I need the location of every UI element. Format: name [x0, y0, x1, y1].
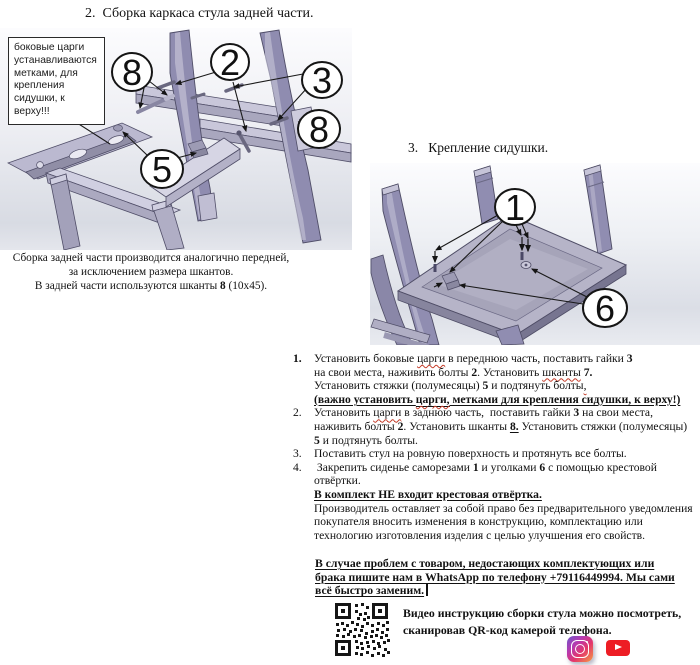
instruction-text — [314, 461, 693, 543]
page-title-step3: 3. Крепление сидушки. — [408, 140, 549, 155]
instagram-icon — [567, 636, 593, 662]
instruction-line: наживить болты 2. Установить шканты 8. Установить стяжки (полумесяцы) — [314, 419, 688, 433]
warranty-line: В случае проблем с товаром, недостающих комплектующих или — [315, 557, 655, 570]
instruction-line: (важно установить царги, метками для крепления сидушки, к верху!) — [314, 392, 681, 406]
nut-icon — [114, 125, 123, 131]
callout-number: 6 — [594, 288, 616, 329]
instruction-number: 4. — [293, 460, 302, 474]
instruction-line: Установить царги в заднюю часть, поставить гайки 3 на свои места, — [314, 406, 653, 420]
instruction-line: отвёртки. — [314, 474, 361, 488]
instruction-number: 1. — [293, 352, 302, 365]
note-box-text: боковые царги устанавливаются метками, для крепления сидушки, к верху!!! — [14, 42, 97, 117]
video-note-line: Видео инструкцию сборки стула можно посмотреть, — [403, 606, 682, 620]
instruction-item — [293, 461, 700, 543]
note-line: Сборка задней части производится аналогично передней, — [12, 252, 290, 264]
youtube-icon — [606, 640, 630, 656]
instruction-number: 3. — [293, 447, 302, 461]
instruction-line: Установить стяжки (полумесяцы) 5 и подтянуть болты, — [314, 379, 587, 393]
instruction-line: Закрепить сиденье саморезами 1 и уголками 6 с помощью крестовой — [314, 460, 657, 474]
callout-number: 8 — [308, 109, 330, 150]
instruction-text — [314, 352, 680, 406]
instruction-text — [314, 447, 627, 461]
instruction-text — [314, 406, 687, 447]
instruction-line: на свои места, наживить болты 2. Установить шканты 7. — [314, 365, 593, 379]
note-line: за исключением размера шкантов. — [68, 266, 234, 278]
diagram-seat-attachment — [370, 163, 700, 345]
instruction-line: Установить боковые царги в переднюю часть, поставить гайки 3 — [314, 352, 633, 365]
note-line: В задней части используются шканты 8 (10x45). — [34, 280, 268, 292]
page-title-step2: 2. Сборка каркаса стула задней части. — [85, 6, 314, 21]
instruction-line: Поставить стул на ровную поверхность и протянуть все болты. — [314, 447, 627, 461]
instruction-line: Производитель оставляет за собой право без предварительного уведомления — [314, 501, 693, 515]
note-box — [8, 37, 105, 125]
instruction-line: покупателя вносить изменения в конструкцию, комплектацию или — [314, 515, 643, 529]
instruction-line: технологию изготовления изделия с целью улучшения его свойств. — [314, 528, 646, 542]
instruction-item — [293, 406, 700, 447]
qr-code — [333, 601, 390, 658]
warranty-line: брака пишите нам в WhatsApp по телефону +79116449994. Мы сами — [315, 570, 675, 584]
callout-number: 3 — [311, 60, 333, 101]
warranty-note — [315, 557, 675, 598]
instruction-item — [293, 352, 700, 406]
instruction-number: 2. — [293, 406, 302, 420]
text-cursor — [426, 584, 428, 596]
callout-number: 8 — [121, 52, 143, 93]
instructions-list — [293, 352, 700, 542]
callout-number: 5 — [151, 149, 173, 190]
callout-number: 1 — [504, 187, 526, 228]
rear-assembly-note — [0, 251, 302, 293]
instruction-line: 5 и подтянуть болты. — [314, 433, 418, 447]
video-note-line: сканировав QR-код камерой телефона. — [403, 622, 612, 637]
instruction-item — [293, 447, 700, 461]
video-note — [403, 605, 681, 638]
warranty-line: всё быстро заменим. — [315, 584, 675, 598]
callout-number: 2 — [219, 42, 241, 83]
instruction-line: В комплект НЕ входит крестовая отвёртка. — [314, 487, 542, 501]
